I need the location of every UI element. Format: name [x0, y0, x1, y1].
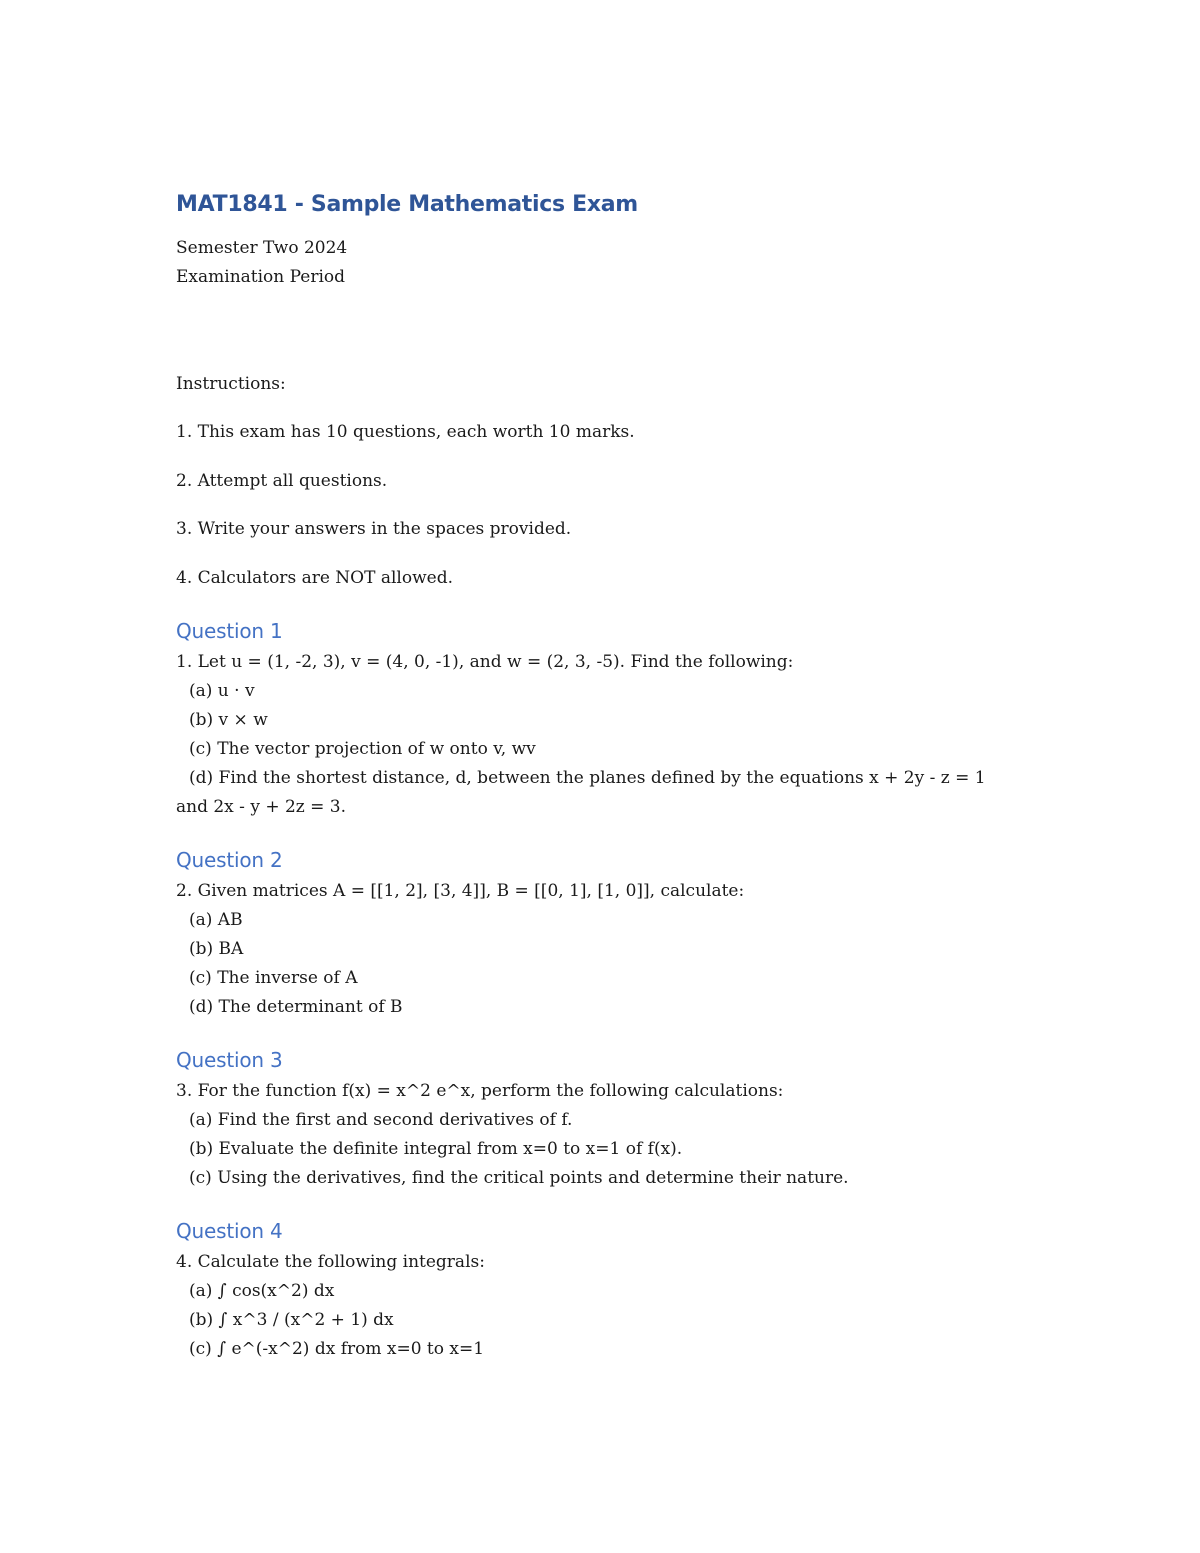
- question-heading: Question 2: [176, 847, 283, 872]
- question-part: (b) Evaluate the definite integral from x=0 to x=1 of f(x).: [189, 1138, 683, 1159]
- question-heading: Question 3: [176, 1047, 283, 1072]
- question-2: [176, 846, 1036, 1022]
- question-3: [176, 1046, 1036, 1193]
- question-part: (b) BA: [189, 938, 244, 959]
- question-part: (a) ∫ cos(x^2) dx: [189, 1280, 335, 1301]
- question-intro: 2. Given matrices A = [[1, 2], [3, 4]], B = [[0, 1], [1, 0]], calculate:: [176, 880, 745, 901]
- question-part: (b) v × w: [189, 709, 268, 730]
- question-heading: Question 4: [176, 1218, 283, 1243]
- period-line: Examination Period: [176, 267, 346, 287]
- question-part: (c) Using the derivatives, find the critical points and determine their nature.: [189, 1167, 849, 1188]
- question-part: (a) AB: [189, 909, 243, 930]
- question-part-continuation: and 2x - y + 2z = 3.: [176, 796, 347, 817]
- instruction-item: 4. Calculators are NOT allowed.: [176, 567, 453, 588]
- question-part: (c) The vector projection of w onto v, wv: [189, 738, 536, 759]
- question-part: (d) Find the shortest distance, d, between the planes defined by the equations x + 2y - z = 1: [189, 767, 986, 788]
- question-1: [176, 617, 1036, 822]
- question-part: (c) The inverse of A: [189, 967, 358, 988]
- instructions-list: [176, 418, 1036, 593]
- question-part: (b) ∫ x^3 / (x^2 + 1) dx: [189, 1309, 394, 1330]
- question-part: (a) Find the first and second derivatives of f.: [189, 1109, 573, 1130]
- instruction-item: 1. This exam has 10 questions, each worth 10 marks.: [176, 422, 635, 442]
- question-4: [176, 1217, 1036, 1364]
- question-part: (a) u · v: [189, 680, 255, 701]
- question-intro: 4. Calculate the following integrals:: [176, 1251, 485, 1272]
- document-title: MAT1841 - Sample Mathematics Exam: [176, 192, 638, 217]
- exam-document: [176, 190, 1036, 1364]
- semester-line: Semester Two 2024: [176, 238, 348, 258]
- instruction-item: 2. Attempt all questions.: [176, 470, 388, 491]
- question-heading: Question 1: [176, 618, 283, 643]
- question-part: (d) The determinant of B: [189, 996, 403, 1017]
- instructions-label: Instructions:: [176, 374, 286, 394]
- question-intro: 3. For the function f(x) = x^2 e^x, perform the following calculations:: [176, 1080, 784, 1101]
- question-intro: 1. Let u = (1, -2, 3), v = (4, 0, -1), and w = (2, 3, -5). Find the following:: [176, 651, 794, 672]
- question-part: (c) ∫ e^(-x^2) dx from x=0 to x=1: [189, 1338, 485, 1359]
- instruction-item: 3. Write your answers in the spaces provided.: [176, 519, 572, 539]
